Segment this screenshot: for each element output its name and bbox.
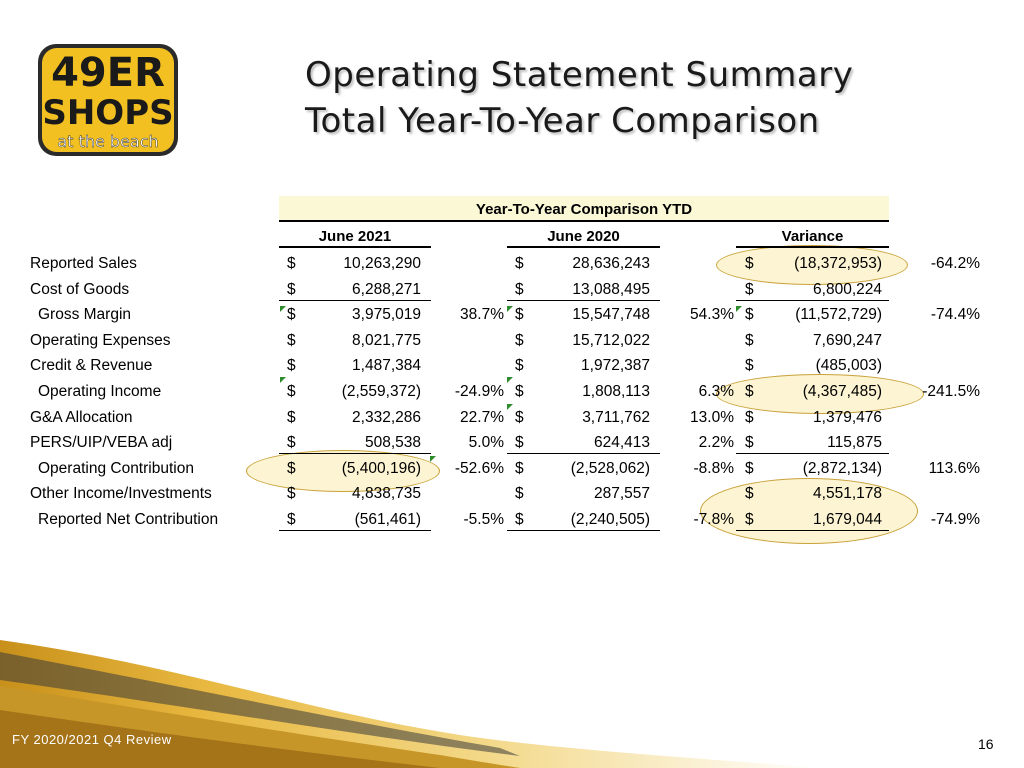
value-variance: 115,875 (827, 434, 882, 452)
currency-2021: $ (287, 434, 296, 452)
value-2020: 287,557 (593, 485, 650, 503)
table-row (0, 507, 1024, 533)
currency-2020: $ (515, 331, 524, 349)
currency-2020: $ (515, 306, 524, 324)
value-2021: (561,461) (354, 511, 421, 528)
value-variance: (18,372,953) (794, 255, 882, 272)
comment-flag (507, 306, 513, 312)
value-2021: (5,400,196) (341, 459, 421, 477)
row-label: Cost of Goods (30, 280, 130, 298)
currency-2020: $ (515, 511, 524, 528)
table-row (0, 430, 1024, 456)
currency-variance: $ (745, 331, 754, 349)
currency-2021: $ (287, 357, 296, 375)
comment-flag (280, 377, 286, 383)
total-underline (736, 300, 889, 301)
slide-title (305, 52, 965, 144)
total-underline (507, 300, 660, 301)
currency-2020: $ (515, 357, 524, 375)
percent-2020: -8.8% (693, 459, 734, 477)
value-2020: 624,413 (593, 434, 650, 452)
value-2020: 1,972,387 (581, 357, 650, 375)
total-underline (736, 530, 889, 531)
percent-2021: 22.7% (460, 408, 504, 426)
value-2021: 8,021,775 (352, 331, 421, 349)
title-line-2: Total Year-To-Year Comparison (305, 101, 820, 141)
table-row (0, 353, 1024, 379)
value-2021: 508,538 (364, 434, 421, 452)
currency-2020: $ (515, 383, 524, 400)
value-2021: (2,559,372) (341, 383, 421, 400)
group-header: Year-To-Year Comparison YTD (279, 196, 889, 222)
table-row (0, 251, 1024, 277)
currency-2020: $ (515, 408, 524, 426)
total-underline (507, 530, 660, 531)
title-line-1: Operating Statement Summary (305, 55, 854, 95)
total-underline (507, 453, 660, 454)
value-2020: 3,711,762 (582, 408, 650, 426)
value-2021: 4,838,735 (352, 485, 421, 503)
percent-2020: 6.3% (698, 383, 734, 400)
value-variance: (2,872,134) (802, 459, 882, 477)
percent-2021: -24.9% (454, 383, 504, 400)
49er-shops-logo (34, 40, 182, 160)
comment-flag (507, 404, 513, 410)
row-label: Reported Net Contribution (38, 511, 219, 528)
currency-variance: $ (745, 383, 754, 400)
currency-variance: $ (745, 485, 754, 503)
percent-2020: 54.3% (690, 306, 734, 324)
percent-2020: 13.0% (690, 408, 734, 426)
percent-variance: -241.5% (922, 383, 980, 400)
percent-variance: -74.4% (930, 306, 980, 324)
value-2020: (2,240,505) (570, 511, 650, 528)
value-2020: 1,808,113 (582, 383, 650, 400)
comment-flag (280, 306, 286, 312)
currency-variance: $ (745, 434, 754, 452)
percent-2021: 5.0% (468, 434, 504, 452)
percent-2021: 38.7% (460, 306, 504, 324)
total-underline (279, 530, 431, 531)
value-variance: (11,572,729) (795, 306, 882, 324)
percent-2021: -5.5% (463, 511, 504, 528)
value-variance: 4,551,178 (813, 485, 882, 503)
column-header-variance: Variance (736, 224, 889, 248)
currency-variance: $ (745, 255, 754, 272)
value-variance: (485,003) (815, 357, 882, 375)
table-row (0, 481, 1024, 507)
percent-variance: 113.6% (928, 459, 980, 477)
row-label: Operating Income (38, 383, 162, 400)
value-variance: 6,800,224 (813, 280, 882, 298)
value-variance: (4,367,485) (802, 383, 882, 400)
logo-line2: SHOPS (42, 93, 174, 133)
comment-flag (736, 306, 742, 312)
logo-tagline: at the beach (57, 132, 159, 151)
table-row (0, 456, 1024, 482)
value-2021: 6,288,271 (352, 280, 421, 298)
value-2020: (2,528,062) (570, 459, 650, 477)
row-label: Operating Contribution (38, 459, 194, 477)
footer-text: FY 2020/2021 Q4 Review (12, 732, 172, 747)
currency-2020: $ (515, 485, 524, 503)
currency-2021: $ (287, 511, 296, 528)
currency-2021: $ (287, 383, 296, 400)
currency-variance: $ (745, 306, 754, 324)
value-2021: 10,263,290 (343, 255, 421, 272)
comment-flag (430, 456, 436, 462)
currency-2021: $ (287, 331, 296, 349)
percent-2020: -7.8% (693, 511, 734, 528)
value-2020: 15,547,748 (572, 306, 650, 324)
table-row (0, 328, 1024, 354)
page-number: 16 (978, 736, 994, 752)
value-2020: 15,712,022 (572, 331, 650, 349)
value-2020: 13,088,495 (572, 280, 650, 298)
total-underline (279, 453, 431, 454)
table-row (0, 277, 1024, 303)
currency-2021: $ (287, 408, 296, 426)
comment-flag (507, 377, 513, 383)
currency-2021: $ (287, 485, 296, 503)
percent-2020: 2.2% (698, 434, 734, 452)
row-label: Reported Sales (30, 255, 137, 272)
column-header-june-2021: June 2021 (279, 224, 431, 248)
logo-line1: 49ER (51, 50, 165, 96)
value-variance: 7,690,247 (813, 331, 882, 349)
total-underline (279, 300, 431, 301)
currency-variance: $ (745, 511, 754, 528)
value-2020: 28,636,243 (572, 255, 650, 272)
total-underline (736, 453, 889, 454)
currency-2020: $ (515, 459, 524, 477)
currency-variance: $ (745, 459, 754, 477)
currency-2020: $ (515, 255, 524, 272)
currency-variance: $ (745, 408, 754, 426)
value-2021: 3,975,019 (352, 306, 421, 324)
row-label: Other Income/Investments (30, 485, 212, 503)
currency-2020: $ (515, 434, 524, 452)
row-label: Operating Expenses (30, 331, 171, 349)
row-label: PERS/UIP/VEBA adj (30, 434, 173, 452)
row-label: Credit & Revenue (30, 357, 153, 375)
footer-swoosh (0, 640, 1024, 768)
currency-2021: $ (287, 255, 296, 272)
row-label: G&A Allocation (30, 408, 133, 426)
column-header-june-2020: June 2020 (507, 224, 660, 248)
row-label: Gross Margin (38, 306, 132, 324)
currency-variance: $ (745, 357, 754, 375)
value-variance: 1,679,044 (813, 511, 882, 528)
currency-2021: $ (287, 306, 296, 324)
currency-variance: $ (745, 280, 754, 298)
currency-2021: $ (287, 459, 296, 477)
value-variance: 1,379,476 (813, 408, 882, 426)
percent-variance: -74.9% (930, 511, 980, 528)
percent-variance: -64.2% (930, 255, 980, 272)
percent-2021: -52.6% (454, 459, 504, 477)
value-2021: 2,332,286 (352, 408, 421, 426)
currency-2020: $ (515, 280, 524, 298)
currency-2021: $ (287, 280, 296, 298)
value-2021: 1,487,384 (352, 357, 421, 375)
